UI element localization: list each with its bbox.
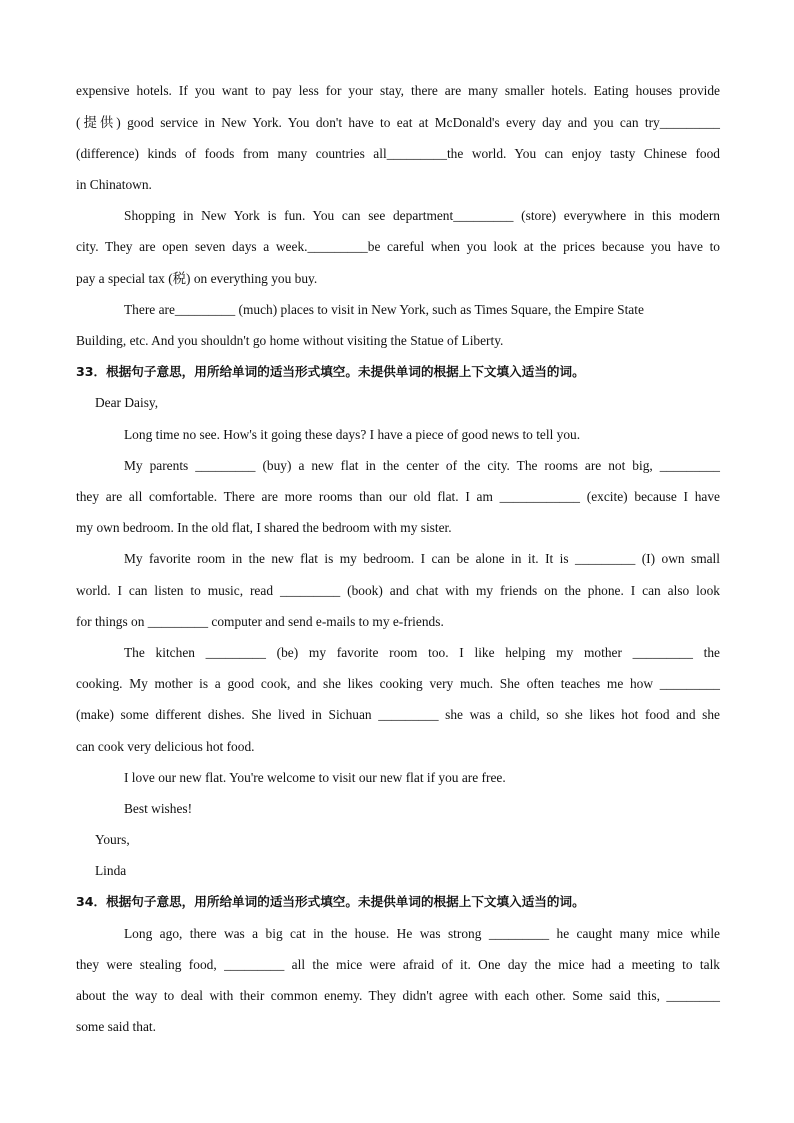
question-34-heading: 34．根据句子意思，用所给单词的适当形式填空。未提供单词的根据上下文填入适当的词。 (76, 894, 585, 909)
passage-line: Long time no see. How's it going these days? I have a piece of good news to tell you. (124, 427, 581, 442)
passage-line: I love our new flat. You're welcome to visit our new flat if you are free. (124, 770, 506, 785)
passage-line: Long ago, there was a big cat in the house. He was strong _________ he caught many mice while (124, 926, 720, 941)
passage-line: (提供) good service in New York. You don't have to eat at McDonald's every day and you can try_________ (76, 115, 720, 130)
question-33-heading: 33．根据句子意思，用所给单词的适当形式填空。未提供单词的根据上下文填入适当的词。 (76, 364, 585, 379)
passage-line: expensive hotels. If you want to pay less for your stay, there are many smaller hotels. Eating houses provide (76, 83, 720, 98)
passage-line: There are_________ (much) places to visit in New York, such as Times Square, the Empire State (124, 302, 644, 317)
passage-line: my own bedroom. In the old flat, I shared the bedroom with my sister. (76, 520, 452, 535)
passage-line: (difference) kinds of foods from many countries all_________the world. You can enjoy tasty Chinese food (76, 146, 720, 161)
passage-line: cooking. My mother is a good cook, and she likes cooking very much. She often teaches me how _________ (76, 676, 720, 691)
passage-line: The kitchen _________ (be) my favorite room too. I like helping my mother _________ the (124, 645, 720, 660)
letter-signature: Linda (95, 863, 127, 878)
passage-line: about the way to deal with their common enemy. They didn't agree with each other. Some said this, ________ (76, 988, 720, 1003)
passage-line: Shopping in New York is fun. You can see department_________ (store) everywhere in this modern (124, 208, 720, 223)
passage-line: can cook very delicious hot food. (76, 739, 255, 754)
passage-line: My favorite room in the new flat is my bedroom. I can be alone in it. It is _________ (I) own small (124, 551, 720, 566)
passage-line: some said that. (76, 1019, 156, 1034)
passage-line: for things on _________ computer and send e-mails to my e-friends. (76, 614, 444, 629)
passage-line: they are all comfortable. There are more rooms than our old flat. I am ____________ (excite) because I have (76, 489, 720, 504)
letter-signoff: Yours, (95, 832, 130, 847)
letter-closing: Best wishes! (124, 801, 193, 816)
passage-line: Building, etc. And you shouldn't go home without visiting the Statue of Liberty. (76, 333, 504, 348)
passage-line: My parents _________ (buy) a new flat in the center of the city. The rooms are not big, _________ (124, 458, 720, 473)
passage-line: (make) some different dishes. She lived in Sichuan _________ she was a child, so she likes hot food and she (76, 707, 720, 722)
passage-line: world. I can listen to music, read _________ (book) and chat with my friends on the phone. I can also look (76, 583, 720, 598)
passage-line: city. They are open seven days a week._________be careful when you look at the prices because you have to (76, 239, 720, 254)
passage-line: they were stealing food, _________ all the mice were afraid of it. One day the mice had a meeting to talk (76, 957, 720, 972)
passage-line: in Chinatown. (76, 177, 152, 192)
letter-salutation: Dear Daisy, (95, 395, 159, 410)
passage-line: pay a special tax (税) on everything you buy. (76, 271, 318, 286)
